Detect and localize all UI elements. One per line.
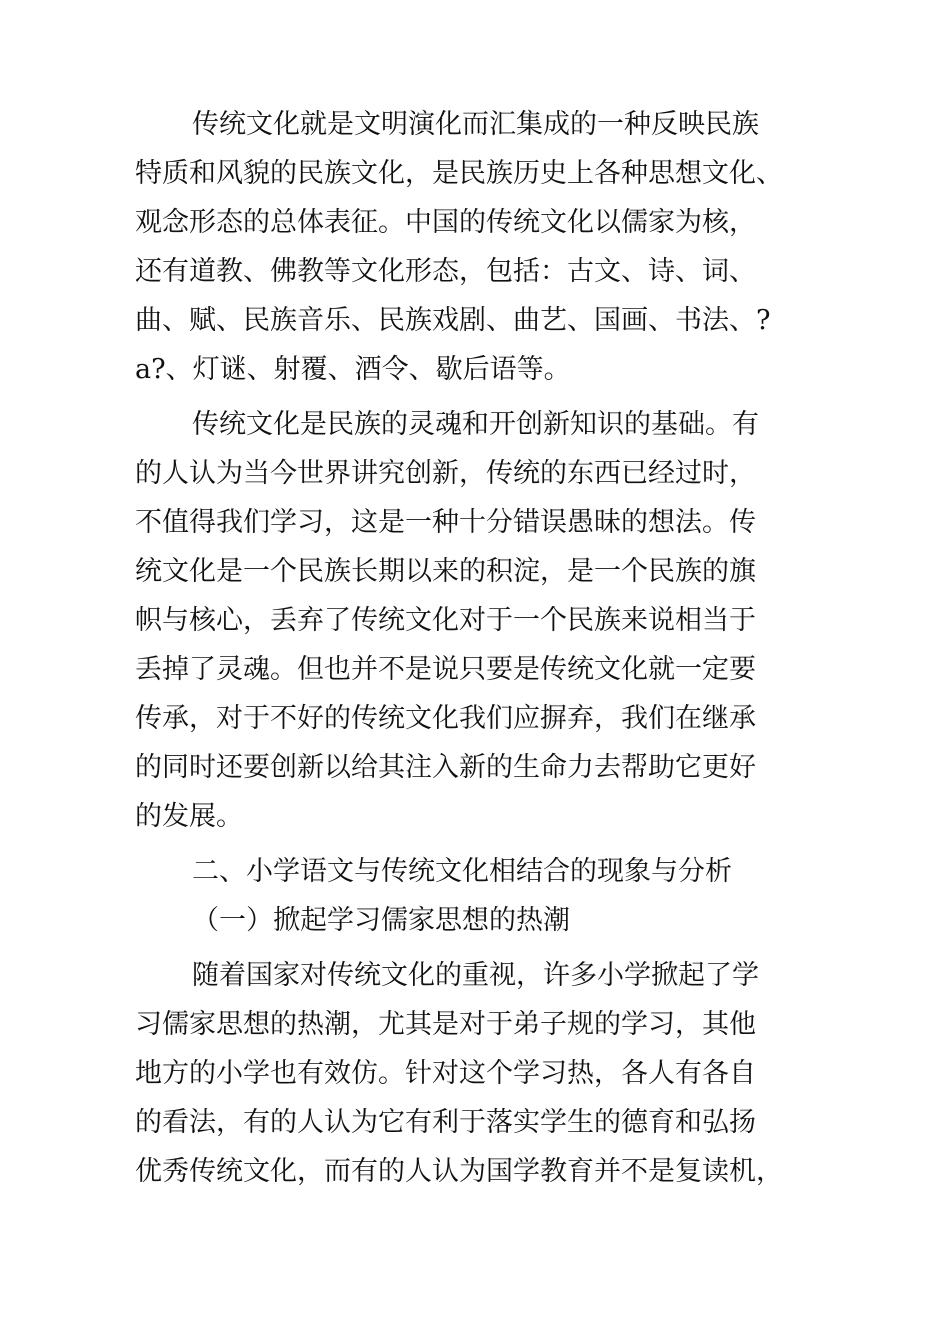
section-heading-text: 二、小学语文与传统文化相结合的现象与分析 — [192, 856, 732, 887]
text-line: 传承，对于不好的传统文化我们应摒弃，我们在继承 — [135, 703, 756, 734]
text-line: 的同时还要创新以给其注入新的生命力去帮助它更好 — [135, 752, 756, 783]
paragraph-soul-of-nation — [135, 400, 807, 841]
subsection-heading-text: （一）掀起学习儒家思想的热潮 — [192, 905, 570, 936]
text-line: 优秀传统文化，而有的人认为国学教育并不是复读机， — [135, 1156, 783, 1187]
text-line: 统文化是一个民族长期以来的积淀，是一个民族的旗 — [135, 556, 756, 587]
text-line: 随着国家对传统文化的重视，许多小学掀起了学 — [192, 960, 759, 991]
text-line: 的看法，有的人认为它有利于落实学生的德育和弘扬 — [135, 1107, 756, 1138]
text-line: 地方的小学也有效仿。针对这个学习热，各人有各自 — [135, 1058, 756, 1089]
text-line: 不值得我们学习，这是一种十分错误愚昧的想法。传 — [135, 507, 756, 538]
text-line: 习儒家思想的热潮，尤其是对于弟子规的学习，其他 — [135, 1009, 756, 1040]
subsection-heading — [135, 896, 807, 945]
section-heading — [135, 847, 807, 896]
paragraph-confucian-study — [135, 951, 807, 1196]
text-line: 观念形态的总体表征。中国的传统文化以儒家为核， — [135, 207, 756, 238]
text-line: 传统文化就是文明演化而汇集成的一种反映民族 — [192, 109, 759, 140]
text-line: 还有道教、佛教等文化形态，包括：古文、诗、词、 — [135, 256, 756, 287]
text-line: 特质和风貌的民族文化，是民族历史上各种思想文化、 — [135, 158, 783, 189]
text-line: 帜与核心，丢弃了传统文化对于一个民族来说相当于 — [135, 605, 756, 636]
text-line: 的人认为当今世界讲究创新，传统的东西已经过时， — [135, 458, 756, 489]
text-line: 曲、赋、民族音乐、民族戏剧、曲艺、国画、书法、? — [135, 305, 771, 336]
text-line: 的发展。 — [135, 801, 243, 832]
text-line: a?、灯谜、射覆、酒令、歇后语等。 — [135, 354, 571, 385]
paragraph-traditional-culture-definition — [135, 100, 807, 394]
document-page — [135, 100, 807, 1196]
text-line: 传统文化是民族的灵魂和开创新知识的基础。有 — [192, 409, 759, 440]
text-line: 丢掉了灵魂。但也并不是说只要是传统文化就一定要 — [135, 654, 756, 685]
